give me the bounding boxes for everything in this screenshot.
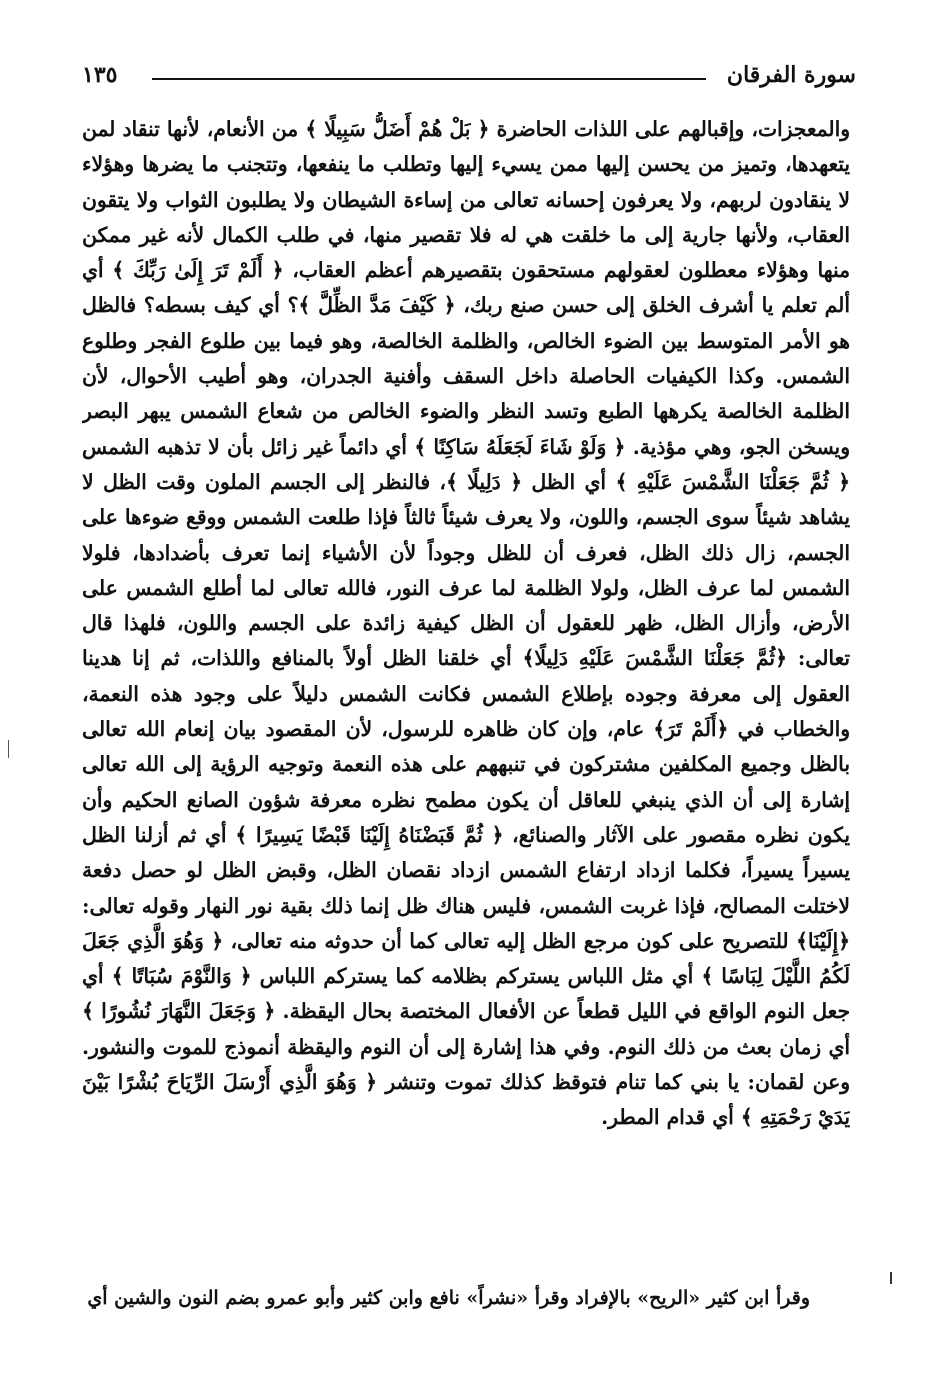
surah-title: سورة الفرقان (726, 62, 856, 88)
page-header (82, 58, 856, 98)
footnote: وقرأ ابن كثير «الريح» بالإفراد وقرأ «نشراً» نافع وابن كثير وأبو عمرو بضم النون والشين أي (87, 1287, 810, 1309)
header-rule (152, 78, 706, 80)
page-number: ١٣٥ (82, 62, 118, 88)
scan-mark (8, 740, 9, 758)
main-text (82, 112, 850, 1257)
scan-mark (890, 1272, 892, 1284)
paragraph: والمعجزات، وإقبالهم على اللذات الحاضرة ﴿ بَلْ هُمْ أَضَلُّ سَبِيلًا ﴾ من الأنعام، لأنها تنقاد لمن يتعهدها، وتميز من يحسن إليها ممن يسيء إليها وتطلب ما ينفعها، وتتجنب ما يضرها وهؤلاء لا ينقادون لربهم، ولا يعرفون إحسانه تعالى من إساءة الشيطان ولا يطلبون الثواب ولا يتقون العقاب، ولأنها جارية إلى ما خلقت هي له فلا تقصير منها، في طلب الكمال لأنه غير ممكن منها وهؤلاء معطلون لعقولهم مستحقون بتقصيرهم أعظم العقاب، ﴿ أَلَمْ تَرَ إِلَىٰ رَبِّكَ ﴾ أي ألم تعلم يا أشرف الخلق إلى حسن صنع ربك، ﴿ كَيْفَ مَدَّ الظِّلَّ ﴾؟ أي كيف بسطه؟ فالظل هو الأمر المتوسط بين الضوء الخالص، والظلمة الخالصة، وهو فيما بين طلوع الفجر وطلوع الشمس. وكذا الكيفيات الحاصلة داخل السقف وأفنية الجدران، وهو أطيب الأحوال، لأن الظلمة الخالصة يكرهها الطبع وتسد النظر والضوء الخالص من شعاع الشمس يبهر البصر ويسخن الجو، وهي مؤذية. ﴿ وَلَوْ شَاءَ لَجَعَلَهُ سَاكِنًا ﴾ أي دائماً غير زائل بأن لا تذهبه الشمس ﴿ ثُمَّ جَعَلْنَا الشَّمْسَ عَلَيْهِ ﴾ أي الظل ﴿ دَلِيلًا ﴾، فالنظر إلى الجسم الملون وقت الظل لا يشاهد شيئاً سوى الجسم، واللون، ولا يعرف شيئاً ثالثاً فإذا طلعت الشمس ووقع ضوءها على الجسم، زال ذلك الظل، فعرف أن للظل وجوداً لأن الأشياء إنما تعرف بأضدادها، فلولا الشمس لما عرف الظل، ولولا الظلمة لما عرف النور، فالله تعالى لما أطلع الشمس على الأرض، وأزال الظل، ظهر للعقول أن الظل كيفية زائدة على الجسم واللون، فلهذا قال تعالى: ﴿ثُمَّ جَعَلْنَا الشَّمْسَ عَلَيْهِ دَلِيلًا﴾ أي خلقنا الظل أولاً بالمنافع واللذات، ثم إنا هدينا العقول إلى معرفة وجوده بإطلاع الشمس فكانت الشمس دليلاً على وجود هذه النعمة، والخطاب في ﴿أَلَمْ تَرَ﴾ عام، وإن كان ظاهره للرسول، لأن المقصود بيان إنعام الله تعالى بالظل وجميع المكلفين مشتركون في تنبههم على هذه النعمة وتوجيه الرؤية إلى الله تعالى إشارة إلى أن الذي ينبغي للعاقل أن يكون مطمح نظره معرفة شؤون الصانع الحكيم وأن يكون نظره مقصور على الآثار والصنائع، ﴿ ثُمَّ قَبَضْنَاهُ إِلَيْنَا قَبْضًا يَسِيرًا ﴾ أي ثم أزلنا الظل يسيراً يسيراً، فكلما ازداد ارتفاع الشمس ازداد نقصان الظل، وقبض الظل لو حصل دفعة لاختلت المصالح، فإذا غربت الشمس، فليس هناك ظل إنما ذلك بقية نور النهار وقوله تعالى: ﴿إِلَيْنَا﴾ للتصريح على كون مرجع الظل إليه تعالى كما أن حدوثه منه تعالى، ﴿ وَهُوَ الَّذِي جَعَلَ لَكُمُ اللَّيْلَ لِبَاسًا ﴾ أي مثل اللباس يستركم بظلامه كما يستركم اللباس ﴿ وَالنَّوْمَ سُبَاتًا ﴾ أي جعل النوم الواقع في الليل قطعاً عن الأفعال المختصة بحال اليقظة. ﴿ وَجَعَلَ النَّهَارَ نُشُورًا ﴾ أي زمان بعث من ذلك النوم. وفي هذا إشارة إلى أن النوم واليقظة أنموذج للموت والنشور. وعن لقمان: يا بني كما تنام فتوقظ كذلك تموت وتنشر ﴿ وَهُوَ الَّذِي أَرْسَلَ الرِّيَاحَ بُشْرًا بَيْنَ يَدَيْ رَحْمَتِهِ ﴾ أي قدام المطر. (82, 117, 850, 1130)
